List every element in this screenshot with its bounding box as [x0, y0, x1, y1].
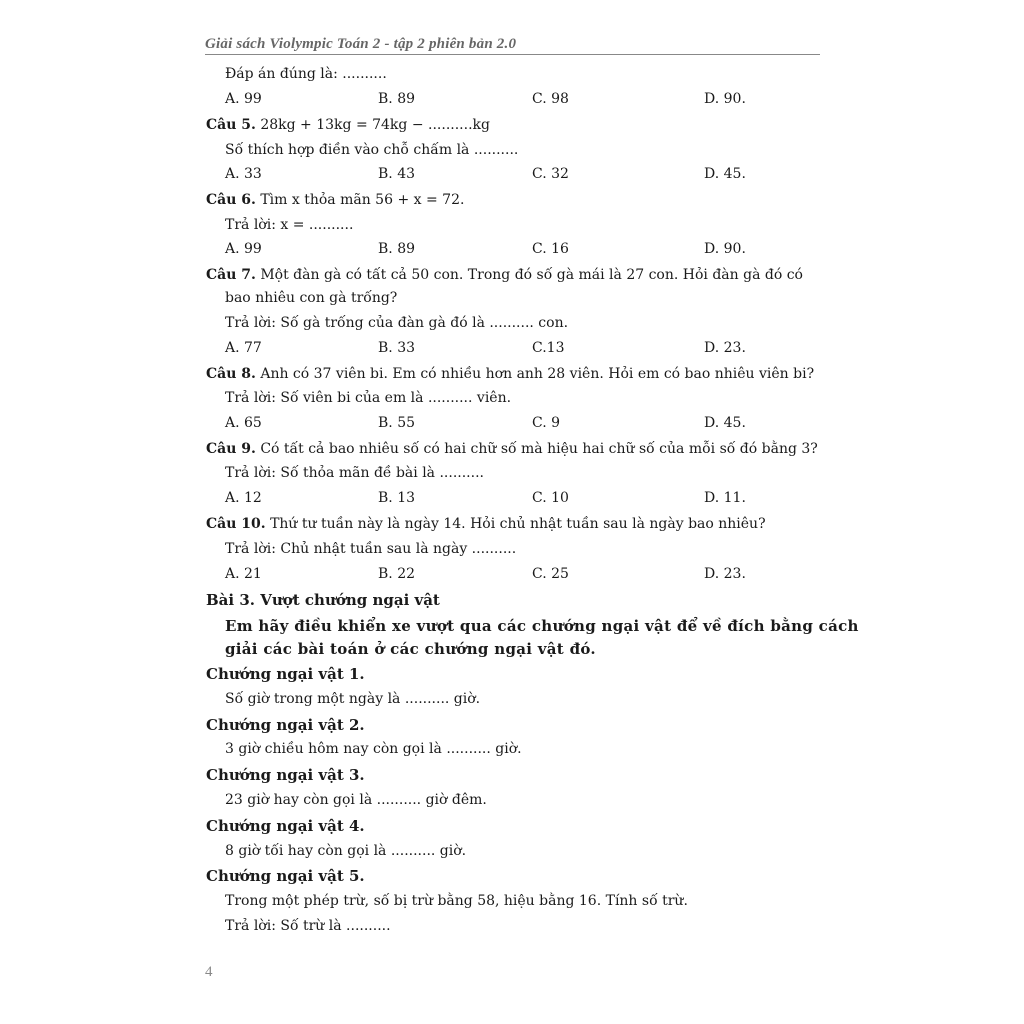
- q4-answer-line: Đáp án đúng là: ..........: [225, 66, 387, 82]
- obstacle-5-text: Trong một phép trừ, số bị trừ bằng 58, hiệu bằng 16. Tính số trừ.: [225, 893, 688, 909]
- option-c: C. 16: [532, 241, 569, 257]
- question-text: Có tất cả bao nhiêu số có hai chữ số mà hiệu hai chữ số của mỗi số đó bằng 3?: [255, 441, 818, 457]
- q7-prompt: Trả lời: Số gà trống của đàn gà đó là .......... con.: [225, 315, 569, 331]
- option-a: A. 77: [225, 340, 262, 356]
- option-c: C. 9: [532, 415, 561, 431]
- question-9: [206, 440, 818, 458]
- option-a: A. 99: [225, 241, 262, 257]
- section-instruction-continued: giải các bài toán ở các chướng ngại vật đó.: [225, 640, 596, 658]
- question-label: Câu 7.: [206, 267, 256, 283]
- obstacle-5-prompt: Trả lời: Số trừ là ..........: [225, 918, 391, 934]
- option-c: C. 25: [532, 566, 569, 582]
- option-b: B. 13: [378, 490, 416, 506]
- option-d: D. 45.: [704, 166, 746, 182]
- q9-prompt: Trả lời: Số thỏa mãn đề bài là ..........: [225, 465, 484, 481]
- option-d: D. 90.: [704, 241, 746, 257]
- obstacle-2-title: Chướng ngại vật 2.: [206, 716, 365, 734]
- question-text: Thứ tư tuần này là ngày 14. Hỏi chủ nhật tuần sau là ngày bao nhiêu?: [265, 516, 766, 532]
- question-6: [206, 191, 464, 209]
- question-text: Tìm x thỏa mãn 56 + x = 72.: [255, 192, 465, 208]
- question-text: Một đàn gà có tất cả 50 con. Trong đó số gà mái là 27 con. Hỏi đàn gà đó có: [255, 267, 803, 283]
- option-a: A. 21: [225, 566, 262, 582]
- option-a: A. 65: [225, 415, 262, 431]
- obstacle-3-title: Chướng ngại vật 3.: [206, 766, 365, 784]
- option-b: B. 43: [378, 166, 416, 182]
- question-label: Câu 9.: [206, 441, 256, 457]
- option-c: C. 98: [532, 91, 569, 107]
- option-d: D. 23.: [704, 566, 746, 582]
- question-label: Câu 10.: [206, 516, 266, 532]
- option-c: C.13: [532, 340, 565, 356]
- question-10: [206, 515, 766, 533]
- q5-prompt: Số thích hợp điền vào chỗ chấm là ..........: [225, 142, 519, 158]
- page-number: 4: [205, 964, 213, 980]
- running-header: Giải sách Violympic Toán 2 - tập 2 phiên bản 2.0: [205, 36, 517, 52]
- q8-prompt: Trả lời: Số viên bi của em là .......... viên.: [225, 390, 512, 406]
- option-d: D. 90.: [704, 91, 746, 107]
- option-b: B. 89: [378, 241, 416, 257]
- option-d: D. 45.: [704, 415, 746, 431]
- option-a: A. 12: [225, 490, 262, 506]
- option-b: B. 89: [378, 91, 416, 107]
- option-a: A. 33: [225, 166, 262, 182]
- question-label: Câu 8.: [206, 366, 256, 382]
- question-text: Anh có 37 viên bi. Em có nhiều hơn anh 28 viên. Hỏi em có bao nhiêu viên bi?: [255, 366, 815, 382]
- question-8: [206, 365, 814, 383]
- question-7: [206, 266, 803, 284]
- obstacle-1-text: Số giờ trong một ngày là .......... giờ.: [225, 691, 481, 707]
- q6-prompt: Trả lời: x = ..........: [225, 217, 354, 233]
- option-a: A. 99: [225, 91, 262, 107]
- obstacle-1-title: Chướng ngại vật 1.: [206, 665, 365, 683]
- q10-prompt: Trả lời: Chủ nhật tuần sau là ngày ..........: [225, 541, 517, 557]
- obstacle-4-title: Chướng ngại vật 4.: [206, 817, 365, 835]
- question-label: Câu 5.: [206, 117, 256, 133]
- option-d: D. 23.: [704, 340, 746, 356]
- obstacle-4-text: 8 giờ tối hay còn gọi là .......... giờ.: [225, 843, 467, 859]
- question-5: [206, 116, 490, 134]
- section-instruction: Em hãy điều khiển xe vượt qua các chướng ngại vật để về đích bằng cách: [225, 617, 859, 635]
- question-text: 28kg + 13kg = 74kg − ..........kg: [255, 117, 490, 133]
- option-b: B. 33: [378, 340, 416, 356]
- option-c: C. 32: [532, 166, 569, 182]
- option-d: D. 11.: [704, 490, 746, 506]
- option-b: B. 22: [378, 566, 416, 582]
- section-title: Bài 3. Vượt chướng ngại vật: [206, 591, 440, 609]
- question-7-continued: bao nhiêu con gà trống?: [225, 290, 398, 306]
- option-c: C. 10: [532, 490, 569, 506]
- obstacle-3-text: 23 giờ hay còn gọi là .......... giờ đêm.: [225, 792, 487, 808]
- option-b: B. 55: [378, 415, 416, 431]
- obstacle-2-text: 3 giờ chiều hôm nay còn gọi là .......... giờ.: [225, 741, 522, 757]
- obstacle-5-title: Chướng ngại vật 5.: [206, 867, 365, 885]
- question-label: Câu 6.: [206, 192, 256, 208]
